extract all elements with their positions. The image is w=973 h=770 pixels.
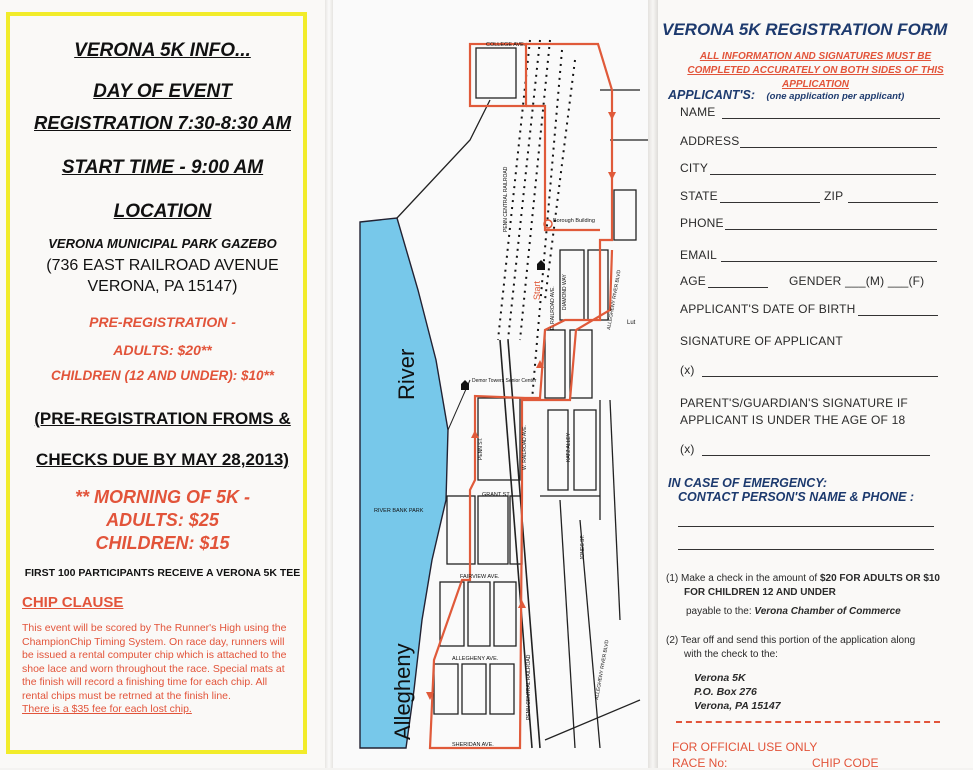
location-heading: LOCATION [113, 201, 212, 222]
day-of-event: DAY OF EVENT [93, 81, 232, 102]
penn-central-top-label: PENN CENTRAL RAILROAD [503, 166, 509, 232]
signature-field[interactable] [702, 376, 938, 377]
step-1-children: FOR CHILDREN 12 AND UNDER [684, 587, 836, 598]
address-label: ADDRESS [680, 134, 740, 148]
senior-center-house-icon [461, 380, 469, 390]
state-label: STATE [680, 189, 718, 203]
city-label: CITY [680, 161, 709, 175]
venue: VERONA MUNICIPAL PARK GAZEBO [48, 236, 277, 251]
payable-label: payable to the: [686, 606, 755, 617]
fold-line [325, 0, 333, 768]
address-line-2: VERONA, PA 15147) [87, 278, 238, 295]
grant-st-label: GRANT ST. [482, 492, 511, 498]
jones-st-label: JONES ST. [580, 534, 586, 560]
mail-line-1: Verona 5K [694, 672, 746, 684]
name-label: NAME [680, 105, 716, 119]
morning-adults: ADULTS: $25 [106, 510, 219, 530]
prereg-adults: ADULTS: $20** [113, 342, 212, 358]
step-2-text: (2) Tear off and send this portion of the application along [666, 635, 916, 646]
info-title: VERONA 5K INFO... [74, 40, 251, 61]
emergency-contact-field-2[interactable] [678, 549, 934, 550]
senior-center-label: Demor Towers Senior Center [472, 378, 537, 384]
payee: Verona Chamber of Commerce [754, 606, 901, 617]
route-map [333, 0, 648, 768]
state-field[interactable] [720, 202, 820, 203]
tee-note: FIRST 100 PARTICIPANTS RECEIVE A VERONA 5K TEE [24, 567, 301, 579]
borough-building-label: Borough Building [553, 218, 595, 224]
tear-line [676, 721, 940, 723]
chip-clause-text [22, 622, 294, 717]
katz-alley-label: KATZ ALLEY [566, 432, 572, 462]
address-field[interactable] [740, 147, 937, 148]
email-label: EMAIL [680, 248, 718, 262]
mail-line-2: P.O. Box 276 [694, 686, 757, 698]
start-label: Start [532, 280, 542, 300]
due-line-2: CHECKS DUE BY MAY 28,2013) [36, 450, 289, 469]
penn-central-line [508, 340, 540, 748]
parent-signature-label-2: APPLICANT IS UNDER THE AGE OF 18 [680, 413, 906, 427]
chip-clause-heading: CHIP CLAUSE [22, 594, 124, 611]
chip-code-label: CHIP CODE [812, 756, 879, 770]
river-top-label: River [394, 348, 419, 400]
parent-signature-label-1: PARENT'S/GUARDIAN'S SIGNATURE IF [680, 396, 908, 410]
emergency-contact-heading: CONTACT PERSON'S NAME & PHONE : [678, 490, 915, 504]
fairview-ave-label: FAIRVIEW AVE. [460, 574, 500, 580]
mail-address [694, 671, 781, 713]
allegheny-ave-label: ALLEGHENY AVE. [452, 656, 499, 662]
zip-label: ZIP [824, 189, 844, 203]
riverbank [397, 100, 490, 218]
emergency-contact-field-1[interactable] [678, 526, 934, 527]
step-1 [666, 572, 966, 600]
start-time: START TIME - 9:00 AM [61, 157, 264, 178]
address-line-1: (736 EAST RAILROAD AVENUE [46, 257, 279, 274]
city-field[interactable] [710, 174, 936, 175]
river-bank-park-label: RIVER BANK PARK [374, 508, 424, 514]
lut-label: Lut [627, 320, 636, 326]
mail-line-3: Verona, PA 15147 [694, 700, 781, 712]
one-app-note: (one application per applicant) [766, 91, 905, 102]
applicants-label: APPLICANT'S: [668, 88, 755, 102]
due-line-1: (PRE-REGISTRATION FROMS & [34, 409, 291, 428]
parent-signature-x: (x) [680, 442, 695, 456]
step-2-text-2: with the check to the: [684, 649, 778, 660]
prereg-children: CHILDREN (12 AND UNDER): $10** [50, 368, 275, 383]
race-route [430, 44, 612, 748]
signature-label: SIGNATURE OF APPLICANT [680, 334, 843, 348]
morning-heading: ** MORNING OF 5K - [74, 487, 250, 507]
race-no-label: RACE No: [672, 756, 728, 770]
phone-field[interactable] [725, 229, 937, 230]
chip-fee: There is a $35 fee for each lost chip. [22, 703, 192, 715]
river-bottom-label: Allegheny [390, 643, 415, 740]
email-field[interactable] [721, 261, 937, 262]
name-field[interactable] [722, 118, 940, 119]
fold-line-2 [648, 0, 658, 768]
allegheny-river-blvd-label: ALLEGHENY RIVER BLVD [606, 269, 623, 331]
gender-label[interactable]: GENDER ___(M) ___(F) [789, 274, 925, 288]
age-field[interactable] [708, 287, 768, 288]
start-house-icon [537, 260, 545, 270]
parent-signature-field[interactable] [702, 455, 930, 456]
registration-time: REGISTRATION 7:30-8:30 AM [34, 112, 291, 133]
payable-line [686, 605, 901, 619]
applicants-heading [668, 88, 904, 102]
penn-central-bottom-label: PENN CENTRAL RAILROAD [526, 654, 532, 720]
step-2 [666, 634, 971, 662]
dob-label: APPLICANT'S DATE OF BIRTH [680, 302, 856, 316]
penn-st-label: PENN ST. [478, 437, 484, 460]
phone-label: PHONE [680, 216, 724, 230]
morning-children: CHILDREN: $15 [95, 533, 230, 553]
prereg-heading: PRE-REGISTRATION - [89, 314, 236, 330]
zip-field[interactable] [848, 202, 938, 203]
signature-x: (x) [680, 363, 695, 377]
diamond-way-label: DIAMOND WAY [562, 274, 568, 310]
form-title: VERONA 5K REGISTRATION FORM [662, 20, 948, 39]
age-label: AGE [680, 274, 706, 288]
chip-clause-body: This event will be scored by The Runner's High using the ChampionChip Timing System. On race day, runners will be issued a rental computer chip which is attached to the shoe lace and worn throughout the race. Special mats at the finish will record a finishing time for each chip. All rental chips must be retrned at the finish line. [22, 622, 287, 702]
college-ave-label: COLLEGE AVE. [486, 42, 526, 48]
dob-field[interactable] [858, 315, 938, 316]
emergency-heading: IN CASE OF EMERGENCY: [668, 476, 828, 490]
form-warning: ALL INFORMATION AND SIGNATURES MUST BE COMPLETED ACCURATELY ON BOTH SIDES OF THIS APPLICATION [687, 51, 944, 90]
step-1-text: (1) Make a check in the amount of [666, 573, 820, 584]
allegheny-river-blvd-2-label: ALLEGHENY RIVER BLVD [594, 639, 611, 701]
w-railroad-ave-label: W. RAILROAD AVE. [522, 425, 528, 470]
e-railroad-ave-label: E. RAILROAD AVE. [550, 286, 556, 330]
official-use-label: FOR OFFICIAL USE ONLY [672, 740, 818, 754]
step-1-amounts: $20 FOR ADULTS OR $10 [819, 573, 940, 584]
sheridan-ave-label: SHERIDAN AVE. [452, 742, 494, 748]
